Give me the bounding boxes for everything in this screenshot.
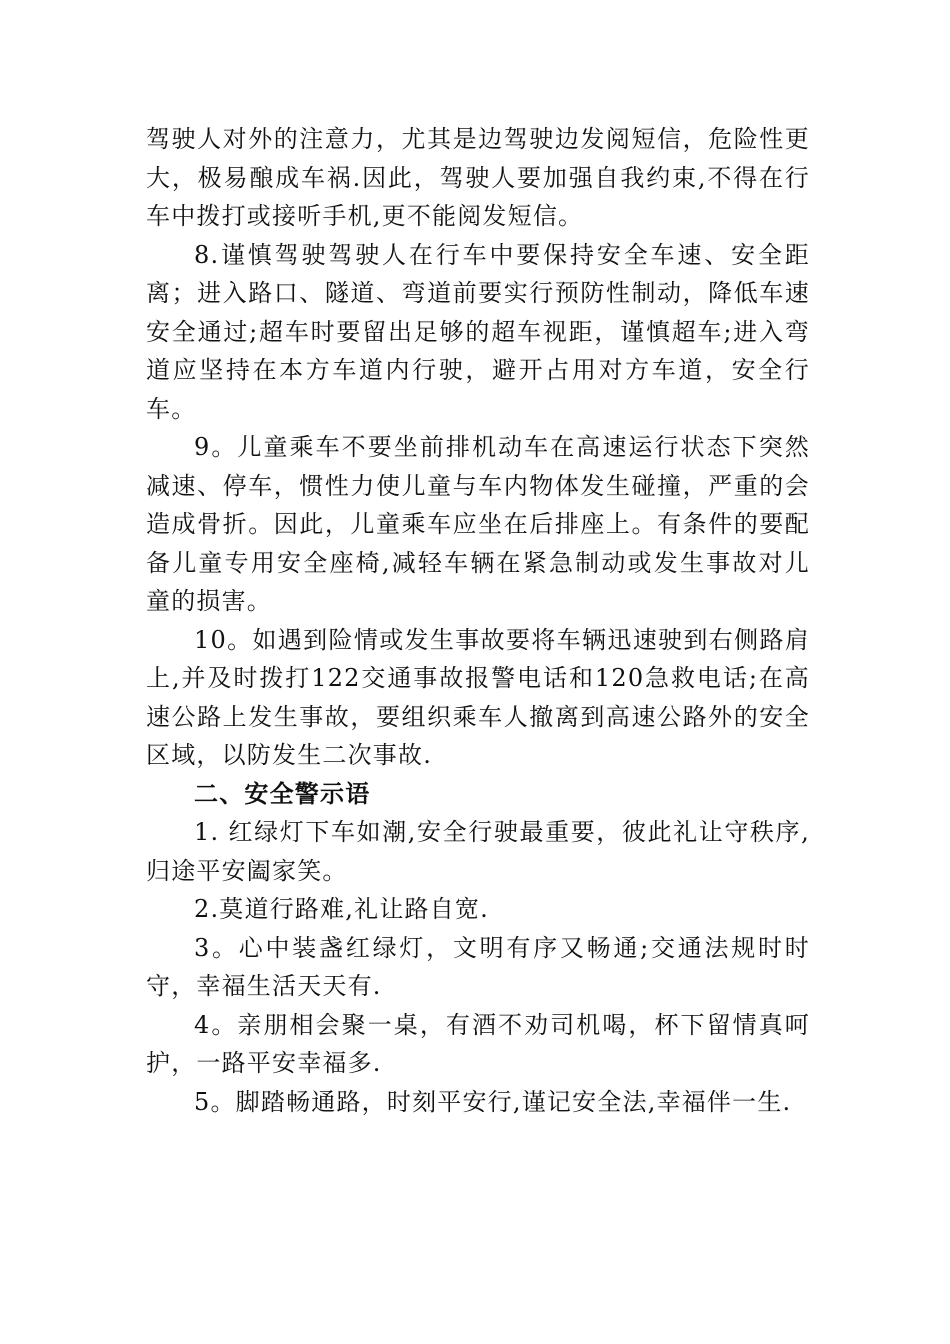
slogan-item-1: 1. 红绿灯下车如潮,安全行驶最重要，彼此礼让守秩序,归途平安阖家笑。	[146, 818, 810, 885]
paragraph-continuation: 驾驶人对外的注意力，尤其是边驾驶边发阅短信，危险性更大，极易酿成车祸.因此，驾驶人要加强自我约束,不得在行车中拨打或接听手机,更不能阅发短信。	[146, 125, 810, 230]
paragraph-item-9: 9。儿童乘车不要坐前排机动车在高速运行状态下突然减速、停车，惯性力使儿童与车内物体发生碰撞，严重的会造成骨折。因此，儿童乘车应坐在后排座上。有条件的要配备儿童专用安全座椅,减轻车辆在紧急制动或发生事故对儿童的损害。	[146, 433, 810, 615]
paragraph-item-8: 8.谨慎驾驶驾驶人在行车中要保持安全车速、安全距离；进入路口、隧道、弯道前要实行预防性制动，降低车速安全通过;超车时要留出足够的超车视距，谨慎超车;进入弯道应坚持在本方车道内行驶，避开占用对方车道，安全行车。	[146, 240, 810, 423]
slogan-item-3: 3。心中装盏红绿灯，文明有序又畅通;交通法规时时守，幸福生活天天有.	[146, 933, 810, 1000]
document-page	[146, 120, 810, 1121]
paragraph-item-10: 10。如遇到险情或发生事故要将车辆迅速驶到右侧路肩上,并及时拨打122交通事故报警电话和120急救电话;在高速公路上发生事故，要组织乘车人撤离到高速公路外的安全区域，以防发生二次事故.	[146, 625, 810, 769]
slogan-item-4: 4。亲朋相会聚一桌，有酒不劝司机喝，杯下留情真呵护，一路平安幸福多.	[146, 1010, 810, 1077]
slogan-item-5: 5。脚踏畅通路，时刻平安行,谨记安全法,幸福伴一生.	[194, 1087, 792, 1116]
section-heading: 二、安全警示语	[194, 779, 371, 808]
slogan-item-2: 2.莫道行路难,礼让路自宽.	[194, 895, 489, 923]
